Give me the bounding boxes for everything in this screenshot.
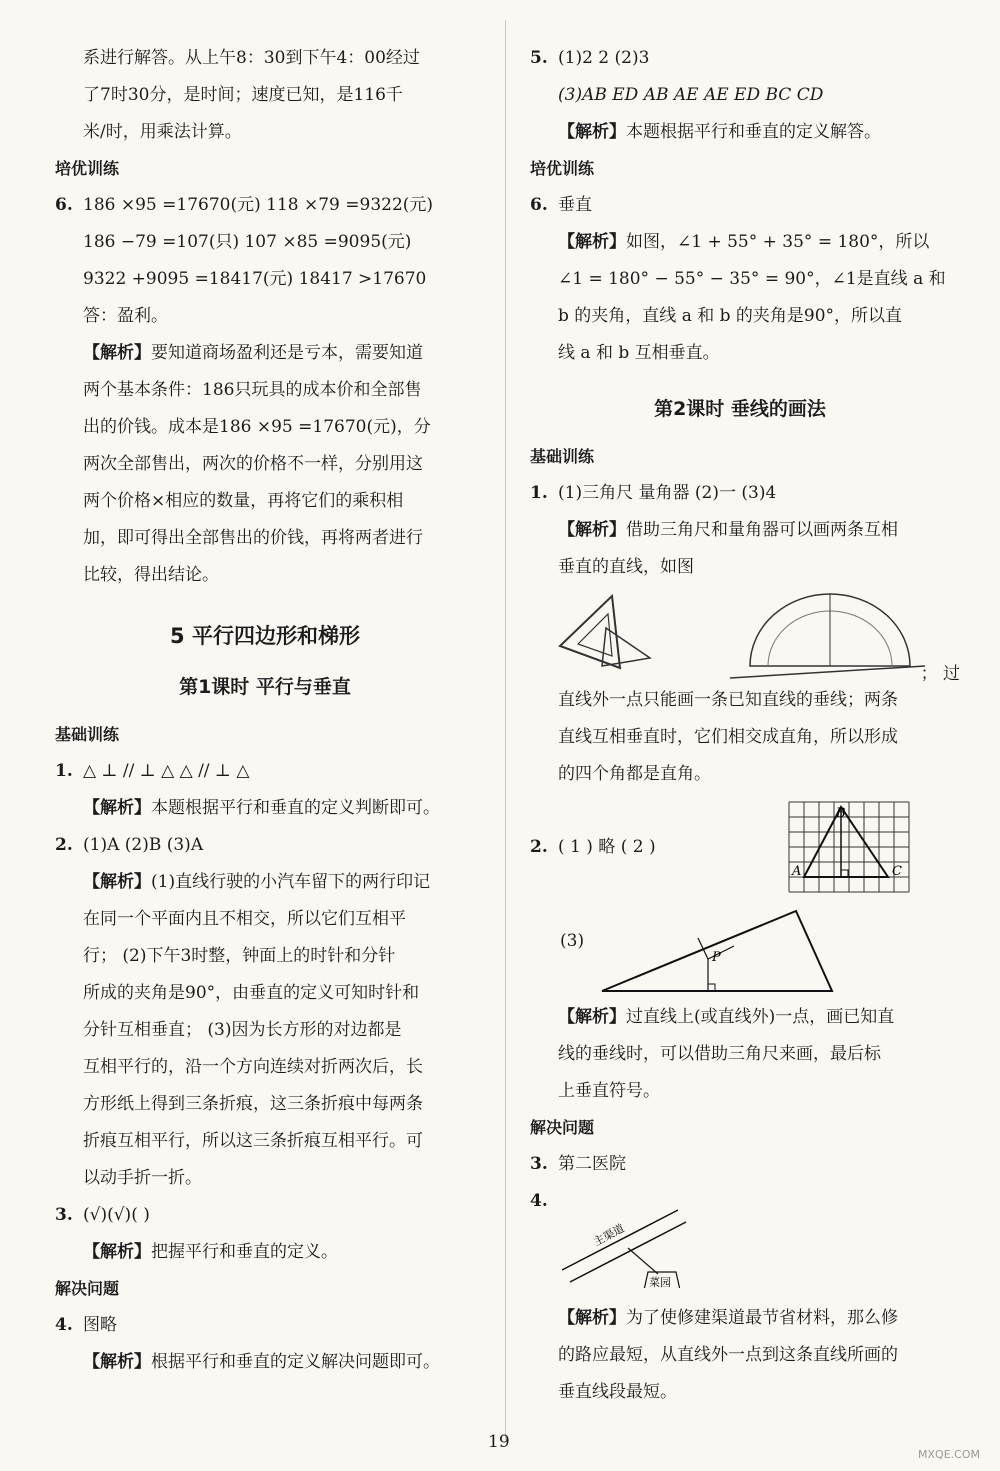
analysis-text: 如图，∠1 + 55° + 35° = 180°，所以	[626, 232, 930, 252]
analysis-text: b 的夹角，直线 a 和 b 的夹角是90°，所以直	[558, 306, 903, 326]
answer-line: (1)2 2 (2)3	[558, 48, 650, 68]
page-number: 19	[488, 1432, 510, 1452]
text-line: 系进行解答。从上午8：30到下午4：00经过	[83, 48, 420, 68]
analysis-text: 方形纸上得到三条折痕，这三条折痕中每两条	[83, 1094, 423, 1114]
analysis-text: 两次全部售出，两次的价格不一样，分别用这	[83, 454, 423, 474]
analysis-text: 垂直线段最短。	[558, 1382, 677, 1402]
analysis-label: 【解析】	[558, 520, 626, 540]
question-number: 5.	[530, 48, 548, 68]
triangle-ruler-icon	[560, 596, 650, 668]
analysis-text: 把握平行和垂直的定义。	[151, 1242, 338, 1262]
answer-line: 答：盈利。	[83, 306, 168, 326]
canal-map-figure	[530, 1220, 950, 1300]
canal-line	[562, 1210, 678, 1270]
analysis-text: 过直线上(或直线外)一点，画已知直	[626, 1007, 895, 1027]
protractor-icon	[730, 594, 925, 678]
analysis-text: 两个价格×相应的数量，再将它们的乘积相	[83, 491, 404, 511]
question-number: 3.	[55, 1205, 73, 1225]
analysis-label: 【解析】	[558, 232, 626, 252]
section-heading: 解决问题	[55, 1279, 120, 1298]
analysis-text: 出的价钱。成本是186 ×95 =17670(元)，分	[83, 417, 431, 437]
analysis-text: 本题根据平行和垂直的定义解答。	[626, 122, 881, 142]
analysis-text: 分针互相垂直； (3)因为长方形的对边都是	[83, 1020, 402, 1040]
triangle-ruler-and-protractor-figure	[530, 586, 930, 682]
map-label: 主渠道	[591, 1221, 627, 1249]
chapter-title: 5 平行四边形和梯形	[170, 624, 360, 648]
analysis-text: 要知道商场盈利还是亏本，需要知道	[151, 343, 423, 363]
column-divider	[505, 20, 506, 1440]
analysis-text: 上垂直符号。	[558, 1081, 660, 1101]
analysis-text: 的路应最短，从直线外一点到这条直线所画的	[558, 1345, 898, 1365]
answer-line: (1)A (2)B (3)A	[83, 835, 204, 855]
text-line: 米/时，用乘法计算。	[83, 122, 242, 142]
tools-figure	[530, 586, 960, 684]
analysis-label: 【解析】	[558, 1007, 626, 1027]
text-line: 了7时30分，是时间；速度已知，是116千	[83, 85, 403, 105]
road-line	[628, 1248, 658, 1274]
analysis-text: 直线互相垂直时，它们相交成直角，所以形成	[558, 727, 898, 747]
analysis-text: (1)直线行驶的小汽车留下的两行印记	[151, 872, 431, 892]
analysis-text: 直线外一点只能画一条已知直线的垂线；两条	[558, 690, 898, 710]
question-number: 2.	[55, 835, 73, 855]
analysis-label: 【解析】	[83, 343, 151, 363]
q2-part3-row	[530, 903, 950, 999]
analysis-text: ∠1 = 180° − 55° − 35° = 90°，∠1是直线 a 和	[558, 269, 946, 289]
analysis-text: 垂直的直线，如图	[558, 557, 694, 577]
analysis-label: 【解析】	[83, 1242, 151, 1262]
analysis-label: 【解析】	[83, 1352, 151, 1372]
analysis-label: 【解析】	[83, 798, 151, 818]
analysis-label: 【解析】	[558, 122, 626, 142]
section-heading: 培优训练	[530, 159, 595, 178]
section-heading: 基础训练	[530, 447, 595, 466]
analysis-text: 所成的夹角是90°，由垂直的定义可知时针和	[83, 983, 420, 1003]
map-label: 菜园	[649, 1276, 671, 1288]
analysis-text: 的四个角都是直角。	[558, 764, 711, 784]
left-column	[55, 40, 475, 1381]
answer-line: 186 ×95 =17670(元) 118 ×79 =9322(元)	[83, 195, 434, 215]
right-angle-mark	[841, 870, 848, 877]
point-label: C	[892, 864, 902, 879]
analysis-text: 线 a 和 b 互相垂直。	[558, 343, 720, 363]
question-number: 6.	[55, 195, 73, 215]
answer-line: 第二医院	[558, 1154, 626, 1174]
lesson-title: 第2课时 垂线的画法	[654, 398, 826, 420]
question-number: 1.	[55, 761, 73, 781]
canal-map-svg	[558, 1208, 798, 1288]
answer-line: ( 1 ) 略 ( 2 )	[558, 837, 656, 857]
analysis-text: 借助三角尺和量角器可以画两条互相	[626, 520, 898, 540]
section-heading: 基础训练	[55, 725, 120, 744]
analysis-label: 【解析】	[83, 872, 151, 892]
analysis-label: 【解析】	[558, 1308, 626, 1328]
grid-triangle-figure	[788, 801, 910, 897]
answer-line: 垂直	[558, 195, 592, 215]
answer-line: (3)	[560, 931, 585, 951]
canal-line	[570, 1222, 686, 1282]
point-label: A	[792, 864, 802, 879]
answer-line: 图略	[83, 1315, 117, 1335]
right-column	[530, 40, 960, 1411]
answer-line: (√)(√)( )	[83, 1205, 150, 1225]
watermark: MXQE.COM	[918, 1448, 980, 1461]
answer-line: (3)AB ED AB AE AE ED BC CD	[558, 85, 824, 105]
right-angle-mark	[708, 984, 715, 991]
point-label: P	[712, 950, 721, 965]
analysis-text: 行； (2)下午3时整，钟面上的时针和分针	[83, 946, 396, 966]
section-heading: 解决问题	[530, 1118, 595, 1137]
answer-line: 186 −79 =107(只) 107 ×85 =9095(元)	[83, 232, 412, 252]
analysis-text: 加，即可得出全部售出的价钱，再将两者进行	[83, 528, 423, 548]
q2-row	[530, 793, 950, 903]
answer-line: 9322 +9095 =18417(元) 18417 >17670	[83, 269, 427, 289]
analysis-text: 本题根据平行和垂直的定义判断即可。	[151, 798, 440, 818]
point-label: B	[836, 806, 846, 821]
question-number: 2.	[530, 837, 548, 857]
question-number: 4.	[55, 1315, 73, 1335]
analysis-text: 比较，得出结论。	[83, 565, 219, 585]
analysis-text: 以动手折一折。	[83, 1168, 202, 1188]
lesson-title: 第1课时 平行与垂直	[179, 676, 351, 698]
question-number: 4.	[530, 1191, 548, 1211]
analysis-text: 线的垂线时，可以借助三角尺来画，最后标	[558, 1044, 881, 1064]
question-number: 1.	[530, 483, 548, 503]
grid-lines-icon	[789, 802, 909, 892]
answer-line: △ ⊥ // ⊥ △ △ // ⊥ △	[83, 761, 250, 781]
section-heading: 培优训练	[55, 159, 120, 178]
question-number: 3.	[530, 1154, 548, 1174]
analysis-text: 两个基本条件：186只玩具的成本价和全部售	[83, 380, 422, 400]
analysis-text: ； 过	[920, 664, 960, 684]
perpendicular-triangle-figure	[600, 905, 900, 997]
analysis-text: 为了使修建渠道最节省材料，那么修	[626, 1308, 898, 1328]
analysis-text: 互相平行的，沿一个方向连续对折两次后，长	[83, 1057, 423, 1077]
answer-line: (1)三角尺 量角器 (2)一 (3)4	[558, 483, 777, 503]
question-number: 6.	[530, 195, 548, 215]
analysis-text: 折痕互相平行，所以这三条折痕互相平行。可	[83, 1131, 423, 1151]
analysis-text: 在同一个平面内且不相交，所以它们互相平	[83, 909, 406, 929]
analysis-text: 根据平行和垂直的定义解决问题即可。	[151, 1352, 440, 1372]
